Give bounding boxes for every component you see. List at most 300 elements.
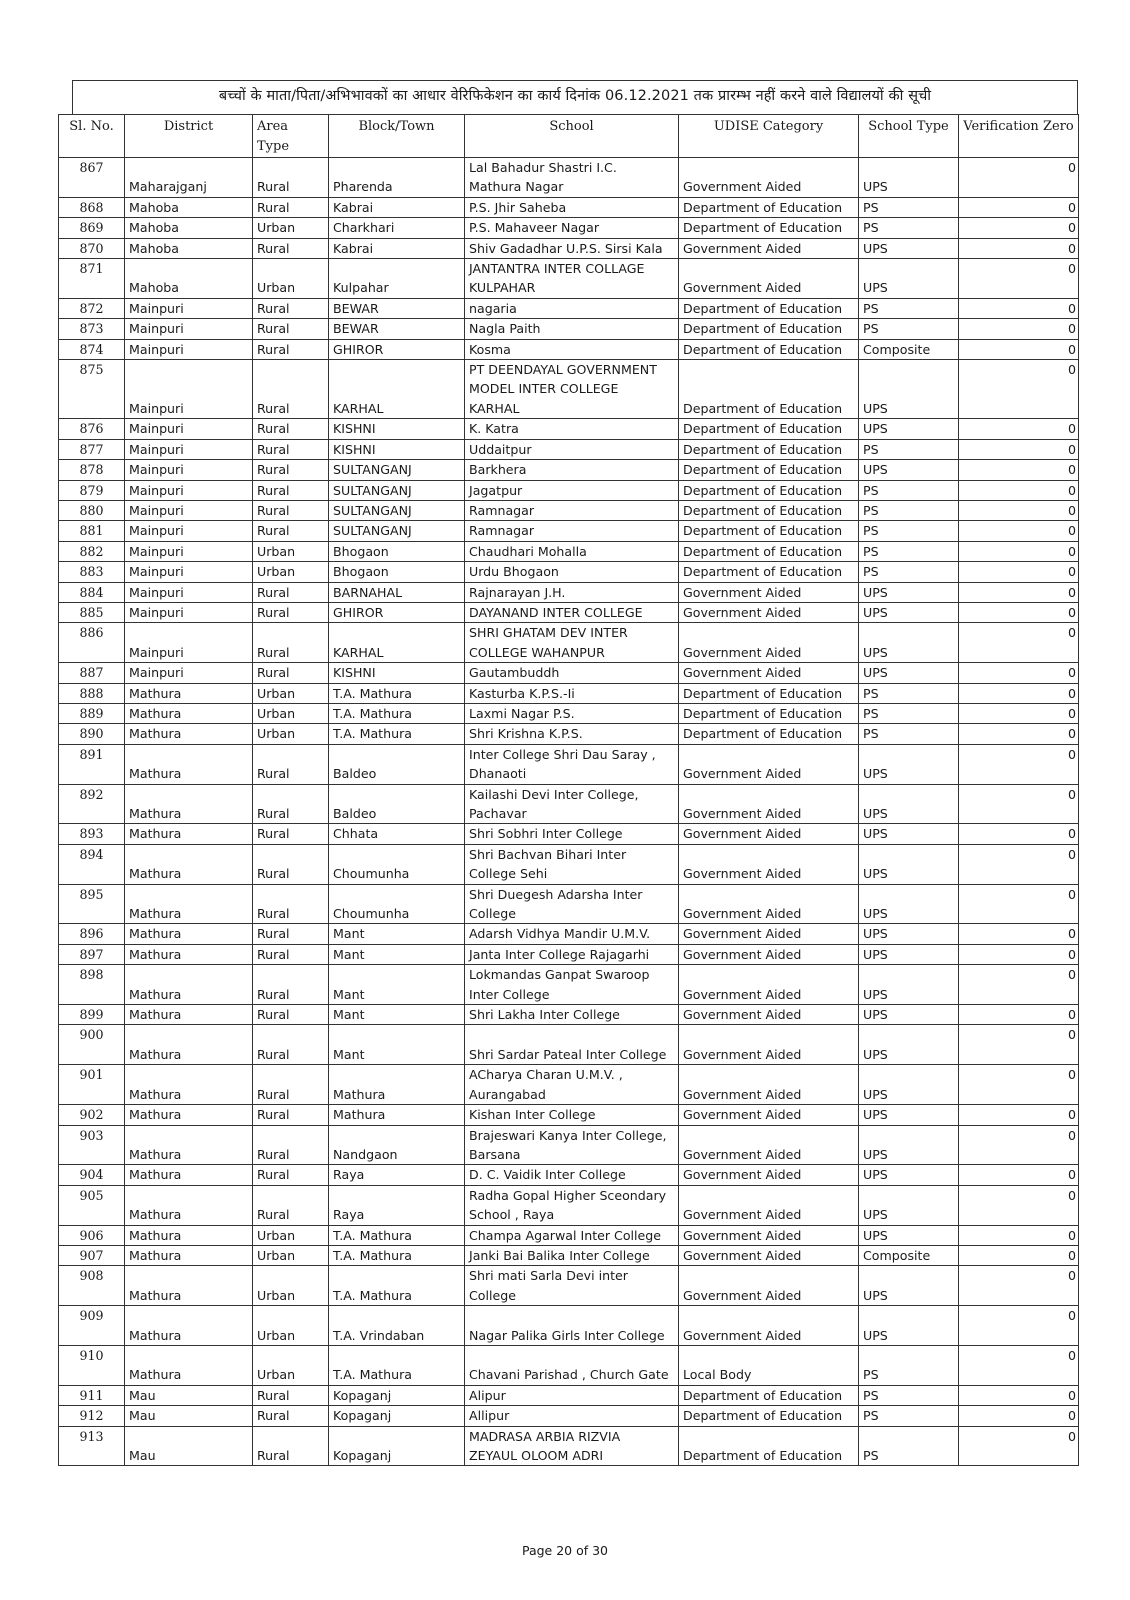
area-type-cell: Rural: [253, 744, 329, 784]
verification-zero-value: 0: [1067, 543, 1076, 559]
udise-category-cell: Department of Education: [679, 562, 859, 582]
school-cell: [465, 1245, 679, 1265]
verification-zero-cell: [959, 1225, 1079, 1245]
sl-no-cell: 911: [59, 1385, 125, 1405]
sl-no-cell: 871: [59, 259, 125, 299]
verification-zero-value: 0: [1067, 261, 1076, 277]
school-name-line: Laxmi Nagar P.S.: [469, 705, 575, 721]
block-town-cell: KISHNI: [329, 419, 465, 439]
table-row: [59, 439, 1079, 459]
school-cell: [465, 724, 679, 744]
verification-zero-cell: [959, 844, 1079, 884]
verification-zero-cell: [959, 521, 1079, 541]
school-type-cell: UPS: [859, 460, 959, 480]
block-town-cell: KISHNI: [329, 439, 465, 459]
school-type-cell: Composite: [859, 1245, 959, 1265]
block-town-cell: Choumunha: [329, 884, 465, 924]
district-cell: Mahoba: [125, 259, 253, 299]
verification-zero-value: 0: [1067, 967, 1076, 983]
area-type-cell: Rural: [253, 197, 329, 217]
udise-category-cell: Government Aided: [679, 1025, 859, 1065]
udise-category-cell: Government Aided: [679, 1306, 859, 1346]
verification-zero-value: 0: [1067, 220, 1076, 236]
table-row: [59, 602, 1079, 622]
school-cell: [465, 360, 679, 419]
block-town-cell: Mant: [329, 1005, 465, 1025]
table-row: [59, 238, 1079, 258]
school-name-line: Mathura Nagar: [469, 179, 564, 195]
verification-zero-value: 0: [1067, 1127, 1076, 1143]
sl-no-cell: 897: [59, 944, 125, 964]
school-type-cell: PS: [859, 500, 959, 520]
verification-zero-cell: [959, 1345, 1079, 1385]
block-town-cell: Mathura: [329, 1105, 465, 1125]
table-row: [59, 965, 1079, 1005]
verification-zero-value: 0: [1067, 1408, 1076, 1424]
school-type-cell: UPS: [859, 663, 959, 683]
table-row: [59, 1125, 1079, 1165]
school-cell: [465, 965, 679, 1005]
block-town-cell: GHIROR: [329, 339, 465, 359]
school-type-cell: PS: [859, 703, 959, 723]
udise-category-cell: Department of Education: [679, 319, 859, 339]
udise-category-cell: Department of Education: [679, 500, 859, 520]
area-type-cell: Rural: [253, 924, 329, 944]
area-type-cell: Rural: [253, 339, 329, 359]
school-type-cell: UPS: [859, 259, 959, 299]
verification-zero-value: 0: [1067, 1347, 1076, 1363]
area-type-cell: Rural: [253, 1005, 329, 1025]
school-name-line: Shiv Gadadhar U.P.S. Sirsi Kala: [469, 240, 663, 256]
school-name-line: Lal Bahadur Shastri I.C.: [469, 160, 617, 175]
district-cell: Mainpuri: [125, 339, 253, 359]
school-cell: [465, 1426, 679, 1466]
school-cell: [465, 1385, 679, 1405]
verification-zero-cell: [959, 582, 1079, 602]
udise-category-cell: Department of Education: [679, 197, 859, 217]
udise-category-cell: Department of Education: [679, 298, 859, 318]
sl-no-cell: 886: [59, 623, 125, 663]
sl-no-cell: 913: [59, 1426, 125, 1466]
area-type-cell: Rural: [253, 944, 329, 964]
school-type-cell: UPS: [859, 1306, 959, 1346]
school-type-cell: UPS: [859, 1266, 959, 1306]
school-cell: [465, 218, 679, 238]
area-type-cell: Urban: [253, 1245, 329, 1265]
verification-zero-cell: [959, 784, 1079, 824]
udise-category-cell: Department of Education: [679, 439, 859, 459]
school-name-line: Kailashi Devi Inter College,: [469, 786, 639, 802]
district-cell: Mathura: [125, 703, 253, 723]
verification-zero-cell: [959, 1406, 1079, 1426]
school-name-line: Radha Gopal Higher Sceondary: [469, 1187, 667, 1203]
verification-zero-cell: [959, 339, 1079, 359]
area-type-cell: Rural: [253, 1426, 329, 1466]
verification-zero-cell: [959, 259, 1079, 299]
sl-no-cell: 896: [59, 924, 125, 944]
block-town-cell: Kopaganj: [329, 1406, 465, 1426]
school-name-line: P.S. Mahaveer Nagar: [469, 220, 600, 236]
area-type-cell: Urban: [253, 724, 329, 744]
sl-no-cell: 898: [59, 965, 125, 1005]
block-town-cell: T.A. Mathura: [329, 1225, 465, 1245]
school-cell: [465, 1005, 679, 1025]
table-row: [59, 419, 1079, 439]
area-type-cell: Rural: [253, 623, 329, 663]
table-row: [59, 1406, 1079, 1426]
school-name-line: Allipur: [469, 1408, 510, 1424]
school-type-cell: PS: [859, 541, 959, 561]
verification-zero-cell: [959, 623, 1079, 663]
area-type-cell: Rural: [253, 844, 329, 884]
school-name-line: Kasturba K.P.S.-Ii: [469, 685, 575, 701]
sl-no-cell: 891: [59, 744, 125, 784]
district-cell: Mainpuri: [125, 319, 253, 339]
udise-category-cell: Government Aided: [679, 663, 859, 683]
block-town-cell: T.A. Mathura: [329, 703, 465, 723]
table-row: [59, 1245, 1079, 1265]
school-name-line: D. C. Vaidik Inter College: [469, 1167, 626, 1183]
school-name-line: Pachavar: [469, 806, 527, 821]
verification-zero-value: 0: [1067, 604, 1076, 620]
school-type-cell: PS: [859, 1385, 959, 1405]
school-name-line: School , Raya: [469, 1207, 555, 1223]
verification-zero-value: 0: [1067, 321, 1076, 337]
block-town-cell: Nandgaon: [329, 1125, 465, 1165]
school-name-line: Kosma: [469, 341, 511, 357]
sl-no-cell: 907: [59, 1245, 125, 1265]
verification-zero-cell: [959, 602, 1079, 622]
area-type-cell: Urban: [253, 683, 329, 703]
sl-no-cell: 912: [59, 1406, 125, 1426]
verification-zero-cell: [959, 1025, 1079, 1065]
school-cell: [465, 238, 679, 258]
area-type-cell: Rural: [253, 480, 329, 500]
school-name-line: MADRASA ARBIA RIZVIA: [469, 1428, 621, 1444]
verification-zero-value: 0: [1067, 826, 1076, 842]
school-cell: [465, 824, 679, 844]
school-name-line: [469, 1025, 674, 1044]
area-type-cell: Rural: [253, 1105, 329, 1125]
school-cell: [465, 562, 679, 582]
district-cell: Mathura: [125, 1005, 253, 1025]
block-town-cell: Charkhari: [329, 218, 465, 238]
table-row: [59, 683, 1079, 703]
area-type-cell: Rural: [253, 319, 329, 339]
udise-category-cell: Government Aided: [679, 238, 859, 258]
block-town-cell: T.A. Mathura: [329, 1245, 465, 1265]
school-name-line: [469, 1306, 674, 1325]
sl-no-cell: 872: [59, 298, 125, 318]
district-cell: Mainpuri: [125, 500, 253, 520]
header-school: School: [465, 115, 679, 158]
school-name-line: Chavani Parishad , Church Gate: [469, 1367, 669, 1383]
sl-no-cell: 876: [59, 419, 125, 439]
school-cell: [465, 500, 679, 520]
school-name-line: Inter College Shri Dau Saray ,: [469, 746, 656, 762]
school-cell: [465, 158, 679, 198]
verification-zero-value: 0: [1067, 462, 1076, 478]
table-row: [59, 1185, 1079, 1225]
school-type-cell: UPS: [859, 360, 959, 419]
district-cell: Mathura: [125, 844, 253, 884]
verification-zero-value: 0: [1067, 746, 1076, 762]
school-name-line: Nagar Palika Girls Inter College: [469, 1327, 665, 1343]
school-name-line: Uddaitpur: [469, 441, 532, 457]
area-type-cell: Rural: [253, 1125, 329, 1165]
school-name-line: Shri Krishna K.P.S.: [469, 726, 583, 742]
verification-zero-cell: [959, 924, 1079, 944]
table-row: [59, 562, 1079, 582]
school-name-line: Janki Bai Balika Inter College: [469, 1247, 650, 1263]
school-type-cell: PS: [859, 319, 959, 339]
udise-category-cell: Government Aided: [679, 1245, 859, 1265]
verification-zero-cell: [959, 500, 1079, 520]
table-row: [59, 824, 1079, 844]
school-name-line: ACharya Charan U.M.V. ,: [469, 1067, 623, 1083]
area-type-cell: Urban: [253, 562, 329, 582]
table-row: [59, 339, 1079, 359]
table-row: [59, 744, 1079, 784]
sl-no-cell: 874: [59, 339, 125, 359]
verification-zero-cell: [959, 298, 1079, 318]
block-town-cell: Raya: [329, 1185, 465, 1225]
table-row: [59, 1165, 1079, 1185]
verification-zero-value: 0: [1067, 946, 1076, 962]
district-cell: Mathura: [125, 744, 253, 784]
block-town-cell: BARNAHAL: [329, 582, 465, 602]
school-cell: [465, 924, 679, 944]
verification-zero-cell: [959, 1165, 1079, 1185]
school-name-line: JANTANTRA INTER COLLAGE: [469, 261, 645, 277]
sl-no-cell: 902: [59, 1105, 125, 1125]
area-type-cell: Rural: [253, 460, 329, 480]
block-town-cell: KISHNI: [329, 663, 465, 683]
school-name-line: Shri Duegesh Adarsha Inter: [469, 886, 643, 902]
verification-zero-cell: [959, 541, 1079, 561]
district-cell: Mainpuri: [125, 419, 253, 439]
district-cell: Mahoba: [125, 218, 253, 238]
verification-zero-cell: [959, 1005, 1079, 1025]
sl-no-cell: 910: [59, 1345, 125, 1385]
school-cell: [465, 521, 679, 541]
verification-zero-cell: [959, 480, 1079, 500]
udise-category-cell: Government Aided: [679, 884, 859, 924]
school-cell: [465, 683, 679, 703]
school-type-cell: UPS: [859, 1025, 959, 1065]
school-cell: [465, 480, 679, 500]
sl-no-cell: 879: [59, 480, 125, 500]
verification-zero-value: 0: [1067, 523, 1076, 539]
header-sl-no: Sl. No.: [59, 115, 125, 158]
sl-no-cell: 885: [59, 602, 125, 622]
school-name-line: College Sehi: [469, 866, 548, 882]
verification-zero-value: 0: [1067, 1387, 1076, 1403]
table-row: [59, 500, 1079, 520]
school-type-cell: UPS: [859, 1005, 959, 1025]
table-body: [59, 158, 1079, 1466]
table-row: [59, 844, 1079, 884]
verification-zero-cell: [959, 360, 1079, 419]
udise-category-cell: Government Aided: [679, 582, 859, 602]
table-row: [59, 218, 1079, 238]
block-town-cell: T.A. Mathura: [329, 1345, 465, 1385]
area-type-cell: Rural: [253, 1025, 329, 1065]
verification-zero-value: 0: [1067, 1227, 1076, 1243]
verification-zero-cell: [959, 439, 1079, 459]
district-cell: Mainpuri: [125, 623, 253, 663]
school-name-line: Shri Sardar Pateal Inter College: [469, 1046, 667, 1062]
table-row: [59, 924, 1079, 944]
area-type-cell: Rural: [253, 602, 329, 622]
verification-zero-value: 0: [1067, 421, 1076, 437]
school-cell: [465, 259, 679, 299]
school-name-line: College: [469, 906, 516, 922]
udise-category-cell: Department of Education: [679, 339, 859, 359]
udise-category-cell: Government Aided: [679, 824, 859, 844]
district-cell: Mathura: [125, 1105, 253, 1125]
school-type-cell: UPS: [859, 158, 959, 198]
table-row: [59, 1225, 1079, 1245]
sl-no-cell: 873: [59, 319, 125, 339]
verification-zero-cell: [959, 1245, 1079, 1265]
block-town-cell: Choumunha: [329, 844, 465, 884]
verification-zero-cell: [959, 562, 1079, 582]
verification-zero-cell: [959, 1105, 1079, 1125]
school-cell: [465, 744, 679, 784]
block-town-cell: Kopaganj: [329, 1385, 465, 1405]
udise-category-cell: Government Aided: [679, 158, 859, 198]
block-town-cell: Pharenda: [329, 158, 465, 198]
verification-zero-value: 0: [1067, 1067, 1076, 1083]
udise-category-cell: Department of Education: [679, 724, 859, 744]
table-row: [59, 541, 1079, 561]
udise-category-cell: Government Aided: [679, 1125, 859, 1165]
udise-category-cell: Government Aided: [679, 965, 859, 1005]
district-cell: Mathura: [125, 1266, 253, 1306]
block-town-cell: T.A. Mathura: [329, 683, 465, 703]
verification-zero-cell: [959, 884, 1079, 924]
table-row: [59, 703, 1079, 723]
sl-no-cell: 883: [59, 562, 125, 582]
block-town-cell: Kabrai: [329, 197, 465, 217]
school-cell: [465, 298, 679, 318]
school-name-line: COLLEGE WAHANPUR: [469, 644, 605, 660]
district-cell: Mathura: [125, 1245, 253, 1265]
udise-category-cell: Government Aided: [679, 744, 859, 784]
school-type-cell: UPS: [859, 602, 959, 622]
school-type-cell: UPS: [859, 1185, 959, 1225]
udise-category-cell: Department of Education: [679, 1426, 859, 1466]
udise-category-cell: Government Aided: [679, 1185, 859, 1225]
district-cell: Mathura: [125, 824, 253, 844]
udise-category-cell: Local Body: [679, 1345, 859, 1385]
school-cell: [465, 1105, 679, 1125]
school-name-line: ZEYAUL OLOOM ADRI: [469, 1448, 604, 1463]
verification-zero-value: 0: [1067, 564, 1076, 580]
school-type-cell: UPS: [859, 419, 959, 439]
school-name-line: Dhanaoti: [469, 766, 527, 782]
sl-no-cell: 895: [59, 884, 125, 924]
verification-zero-value: 0: [1067, 362, 1076, 378]
verification-zero-value: 0: [1067, 199, 1076, 215]
verification-zero-value: 0: [1067, 1247, 1076, 1263]
school-name-line: Brajeswari Kanya Inter College,: [469, 1127, 667, 1143]
verification-zero-cell: [959, 944, 1079, 964]
school-name-line: PT DEENDAYAL GOVERNMENT: [469, 362, 657, 378]
sl-no-cell: 893: [59, 824, 125, 844]
sl-no-cell: 892: [59, 784, 125, 824]
school-type-cell: PS: [859, 724, 959, 744]
school-name-line: Alipur: [469, 1387, 506, 1403]
udise-category-cell: Government Aided: [679, 1005, 859, 1025]
udise-category-cell: Government Aided: [679, 623, 859, 663]
area-type-cell: Rural: [253, 1406, 329, 1426]
school-name-line: Shri Bachvan Bihari Inter: [469, 846, 627, 862]
school-name-line: Ramnagar: [469, 523, 535, 539]
district-cell: Mainpuri: [125, 663, 253, 683]
udise-category-cell: Government Aided: [679, 844, 859, 884]
school-cell: [465, 460, 679, 480]
verification-zero-cell: [959, 744, 1079, 784]
verification-zero-cell: [959, 1385, 1079, 1405]
school-cell: [465, 602, 679, 622]
area-type-cell: Rural: [253, 439, 329, 459]
area-type-cell: Urban: [253, 541, 329, 561]
school-type-cell: PS: [859, 1345, 959, 1385]
school-type-cell: UPS: [859, 582, 959, 602]
table-row: [59, 1345, 1079, 1385]
school-name-line: DAYANAND INTER COLLEGE: [469, 604, 643, 620]
sl-no-cell: 889: [59, 703, 125, 723]
area-type-cell: Rural: [253, 298, 329, 318]
area-type-cell: Rural: [253, 824, 329, 844]
district-cell: Mainpuri: [125, 541, 253, 561]
sl-no-cell: 867: [59, 158, 125, 198]
school-type-cell: PS: [859, 521, 959, 541]
verification-zero-value: 0: [1067, 625, 1076, 641]
school-name-line: K. Katra: [469, 421, 519, 437]
verification-zero-cell: [959, 460, 1079, 480]
udise-category-cell: Department of Education: [679, 419, 859, 439]
area-type-cell: Rural: [253, 1065, 329, 1105]
verification-zero-cell: [959, 663, 1079, 683]
udise-category-cell: Government Aided: [679, 924, 859, 944]
block-town-cell: BEWAR: [329, 319, 465, 339]
school-cell: [465, 663, 679, 683]
district-cell: Mathura: [125, 1306, 253, 1346]
table-row: [59, 1105, 1079, 1125]
verification-zero-value: 0: [1067, 846, 1076, 862]
school-type-cell: UPS: [859, 1165, 959, 1185]
verification-zero-value: 0: [1067, 1428, 1076, 1444]
block-town-cell: Baldeo: [329, 784, 465, 824]
school-type-cell: UPS: [859, 924, 959, 944]
district-cell: Mathura: [125, 1065, 253, 1105]
school-type-cell: UPS: [859, 1125, 959, 1165]
school-name-line: Nagla Paith: [469, 321, 541, 337]
verification-zero-value: 0: [1067, 1027, 1076, 1043]
schools-table: [58, 114, 1079, 1466]
school-type-cell: PS: [859, 218, 959, 238]
school-name-line: Shri Lakha Inter College: [469, 1007, 620, 1023]
school-type-cell: PS: [859, 298, 959, 318]
area-type-cell: Urban: [253, 1345, 329, 1385]
verification-zero-value: 0: [1067, 1268, 1076, 1284]
area-type-cell: Rural: [253, 582, 329, 602]
sl-no-cell: 890: [59, 724, 125, 744]
block-town-cell: Mant: [329, 944, 465, 964]
